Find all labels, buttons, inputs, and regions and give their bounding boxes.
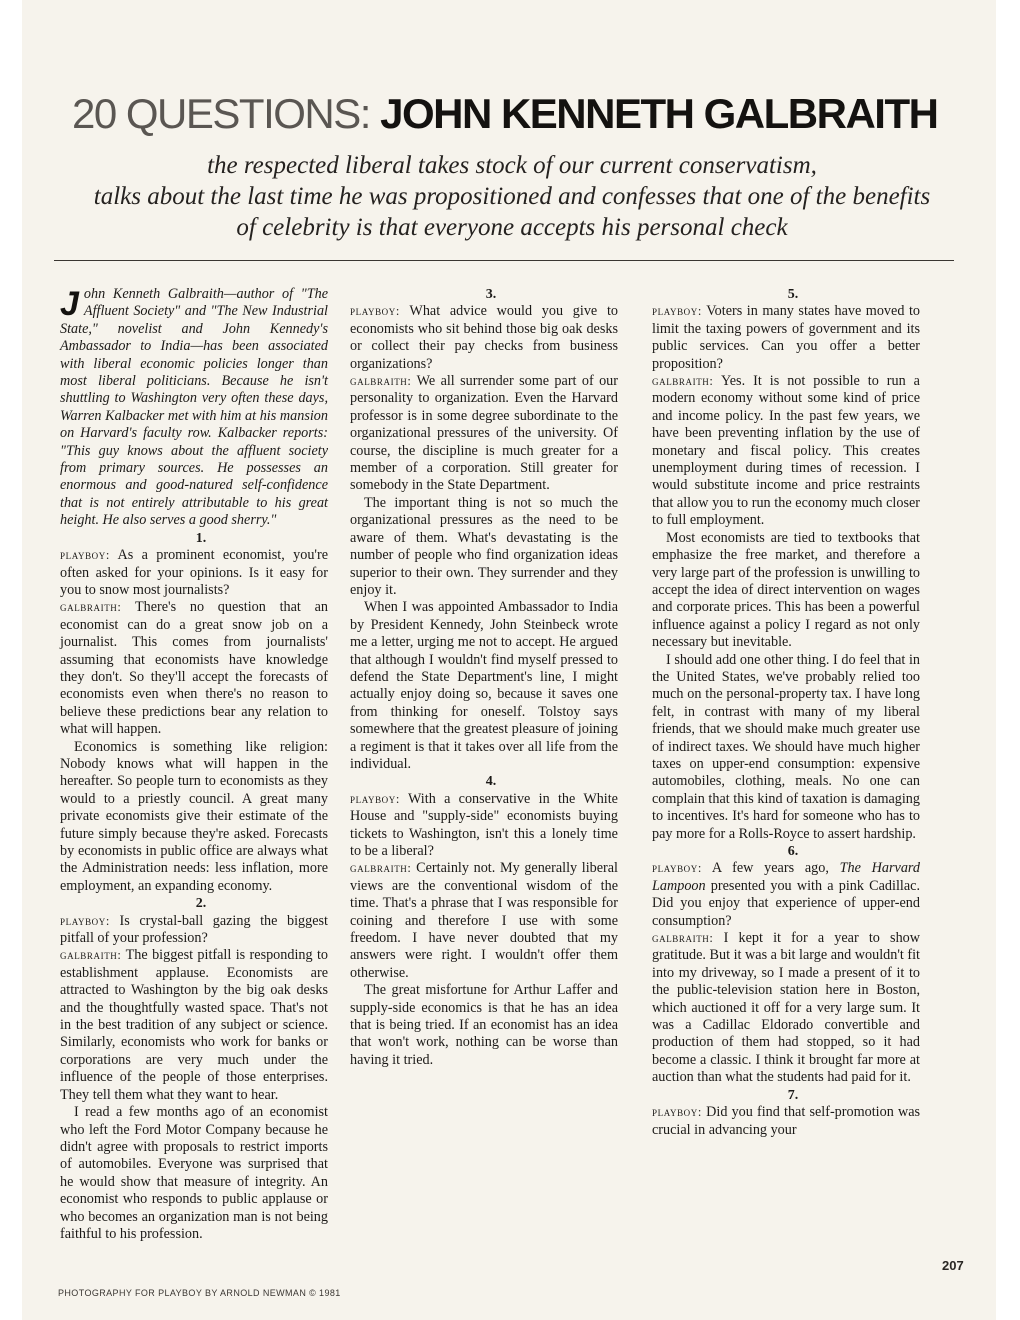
question — [60, 547, 328, 599]
question-number: 3. — [485, 287, 497, 302]
question — [60, 913, 328, 948]
question-text: Did you find that self-promotion was crucial in advancing your — [652, 1104, 921, 1138]
answer-paragraph: When I was appointed Ambassador to India by President Kennedy, John Steinbeck wrote me a letter, urging me not to accept. He argued that although I wouldn't find myself pressed to defend the State Department's line, I might actually enjoy doing so, because it saves one from thinking for oneself. Tolstoy says somewhere that the greatest pleasure of joining a regiment is that it takes over all life from the individual. — [350, 599, 618, 772]
photo-credit: PHOTOGRAPHY FOR PLAYBOY BY ARNOLD NEWMAN © 1981 — [58, 1288, 341, 1298]
intro-text: ohn Kenneth Galbraith—author of "The Affluent Society" and "The New Industrial State," novelist and John Kennedy's Ambassador to India—has been associated with liberal economic policies longer than most liberal politicians. Because he isn't shuttling to Washington very often these days, Warren Kalbacker met with him at his mansion on Harvard's faculty row. Kalbacker reports: "This guy knows about the affluent society from primary sources. He possesses an enormous and good-natured self-confidence that is not entirely attributable to his great height. He also serves a good sherry." — [60, 286, 328, 529]
speaker-galbraith: galbraith: — [652, 374, 714, 389]
answer-text: Certainly not. My generally liberal views are the conventional wisdom of the time. That's a phrase that I was responsible for coining and therefore I use with some freedom. I have never doubted that my answers were right. I wouldn't offer them otherwise. — [350, 860, 619, 981]
answer-paragraph: Economics is something like religion: Nobody knows what will happen in the hereafter. So people turn to economists as they would to a priestly council. A great many private economists give their estimate of the future simply because they're asked. Forecasts by economists in public office are always what the Administration needs: less inflation, more employment, an expanding economy. — [60, 738, 328, 894]
column-3 — [652, 286, 920, 1139]
answer — [350, 373, 618, 495]
question — [652, 860, 920, 930]
question-text: As a prominent economist, you're often asked for your opinions. Is it easy for you to snow most journalists? — [60, 547, 328, 598]
page-number: 207 — [942, 1258, 964, 1273]
answer-paragraph: Most economists are tied to textbooks that emphasize the free market, and therefore a very large part of the profession is unwilling to accept the idea of direct intervention on wages and corporate prices. This has been a powerful influence against a policy I regard as not only necessary but inevitable. — [652, 529, 920, 651]
speaker-galbraith: galbraith: — [60, 600, 122, 615]
question-number: 1. — [195, 530, 207, 546]
title-divider — [54, 260, 954, 261]
question-number: 7. — [787, 1087, 799, 1103]
question — [652, 303, 920, 373]
subtitle — [62, 150, 962, 243]
speaker-galbraith: galbraith: — [652, 931, 714, 946]
magazine-page — [22, 0, 996, 1320]
answer — [60, 599, 328, 738]
answer-paragraph: The great misfortune for Arthur Laffer and supply-side economics is that he has an idea that is being tried. If an economist has an idea that won't work, nothing can be worse than having it tried. — [350, 982, 618, 1068]
question-number: 5. — [787, 287, 799, 302]
answer — [350, 860, 618, 982]
speaker-playboy: playboy: — [652, 304, 702, 319]
answer-text: The biggest pitfall is responding to establishment applause. Economists are attracted to Washington by the big oak desks and the thoughtfully wasted space. That's not in the best tradition of any subject or science. Similarly, economists who work for banks or corporations are very much under the influence of the people of those enterprises. They tell them what they want to hear. — [60, 947, 329, 1103]
subtitle-line: talks about the last time he was propositioned and confesses that one of the benefits — [93, 183, 931, 210]
answer-paragraph: I read a few months ago of an economist who left the Ford Motor Company because he didn't agree with proposals to restrict imports of automobiles. Everyone was surprised that he would show that measure of integrity. An economist who responds to public applause or who becomes an organization man is not being faithful to his profession. — [60, 1104, 328, 1242]
question-number: 2. — [195, 896, 207, 912]
column-2 — [350, 286, 618, 1069]
title-prefix: 20 QUESTIONS: — [72, 90, 370, 137]
subtitle-line: the respected liberal takes stock of our current conservatism, — [207, 152, 817, 179]
answer-paragraph: I should add one other thing. I do feel that in the United States, we've probably relied too much on the personal-property tax. I have long felt, in contrast with many of my liberal friends, that we should make much greater use of indirect taxes. We should have much higher taxes on upper-end consumption: expensive automobiles, clothing, meals. No one can complain that this kind of taxation is damaging to incentives. It's hard for someone who has to pay more for a Rolls-Royce to assert hardship. — [652, 651, 920, 842]
speaker-playboy: playboy: — [652, 861, 702, 876]
answer-text: We all surrender some part of our personality to organization. Even the Harvard professor is in some degree subordinate to the organizational pressures of the university. Of course, the discipline is much greater for a member of a corporation. Still greater for somebody in the State Department. — [350, 373, 618, 494]
speaker-playboy: playboy: — [350, 791, 400, 806]
publication-title: The Harvard Lampoon — [652, 860, 920, 894]
question-text: Voters in many states have moved to limit the taxing powers of government and its public services. Can you offer a better proposition? — [652, 303, 920, 372]
speaker-galbraith: galbraith: — [60, 948, 122, 963]
answer-paragraph: The important thing is not so much the organizational pressures as the need to be aware of them. What's devastating is the number of people who find organization ideas superior to their own. They surrender and they enjoy it. — [350, 494, 618, 598]
answer — [60, 947, 328, 1104]
speaker-playboy: playboy: — [652, 1105, 702, 1120]
answer-text: I kept it for a year to show gratitude. But it was a bit large and wouldn't fit into my driveway, so I made a present of it to the public-television station here in Boston, which auctioned it off for a very large sum. It was a Cadillac Eldorado convertible and production of them had stopped, so it had become a classic. I think it brought far more at auction than what the students had paid for it. — [652, 930, 920, 1086]
question-text: presented you with a pink Cadillac. Did you enjoy that experience of upper-end consumption? — [652, 877, 920, 929]
intro-paragraph — [60, 286, 328, 530]
answer — [652, 373, 920, 530]
title-name: JOHN KENNETH GALBRAITH — [380, 90, 938, 137]
column-1 — [60, 286, 328, 1243]
subtitle-line: of celebrity is that everyone accepts his personal check — [236, 214, 788, 241]
question-number: 6. — [787, 844, 799, 859]
speaker-playboy: playboy: — [60, 548, 110, 563]
question-text: With a conservative in the White House and "supply-side" economists buying tickets to Washington, isn't this a lonely time to be a liberal? — [350, 790, 618, 859]
question-number: 4. — [485, 774, 497, 790]
answer-text: There's no question that an economist can do a great snow job on a journalist. This comes from journalists' assuming that economists have knowledge they don't. So they'll accept the forecasts of economists even when there's no reason to believe these predictions bear any relation to what will happen. — [60, 599, 328, 738]
speaker-playboy: playboy: — [60, 913, 110, 928]
drop-cap: J — [60, 285, 79, 323]
speaker-galbraith: galbraith: — [350, 374, 412, 389]
speaker-galbraith: galbraith: — [350, 861, 412, 876]
question — [350, 791, 618, 861]
question — [652, 1104, 920, 1139]
question-text: What advice would you give to economists who sit behind those big oak desks or collect their pay checks from business organizations? — [350, 303, 618, 372]
page-title — [72, 86, 972, 142]
answer-text: Yes. It is not possible to run a modern economy without some kind of price and income policy. In the past few years, we have been preventing inflation by the use of monetary and fiscal policy. This creates unemployment during times of recession. I would substitute income and price restraints that allow you to run the economy much closer to full employment. — [652, 373, 920, 529]
answer — [652, 930, 920, 1087]
question-text: Is crystal-ball gazing the biggest pitfall of your profession? — [60, 912, 329, 947]
question-text: A few years ago, — [711, 860, 840, 877]
speaker-playboy: playboy: — [350, 304, 400, 319]
question — [350, 303, 618, 373]
